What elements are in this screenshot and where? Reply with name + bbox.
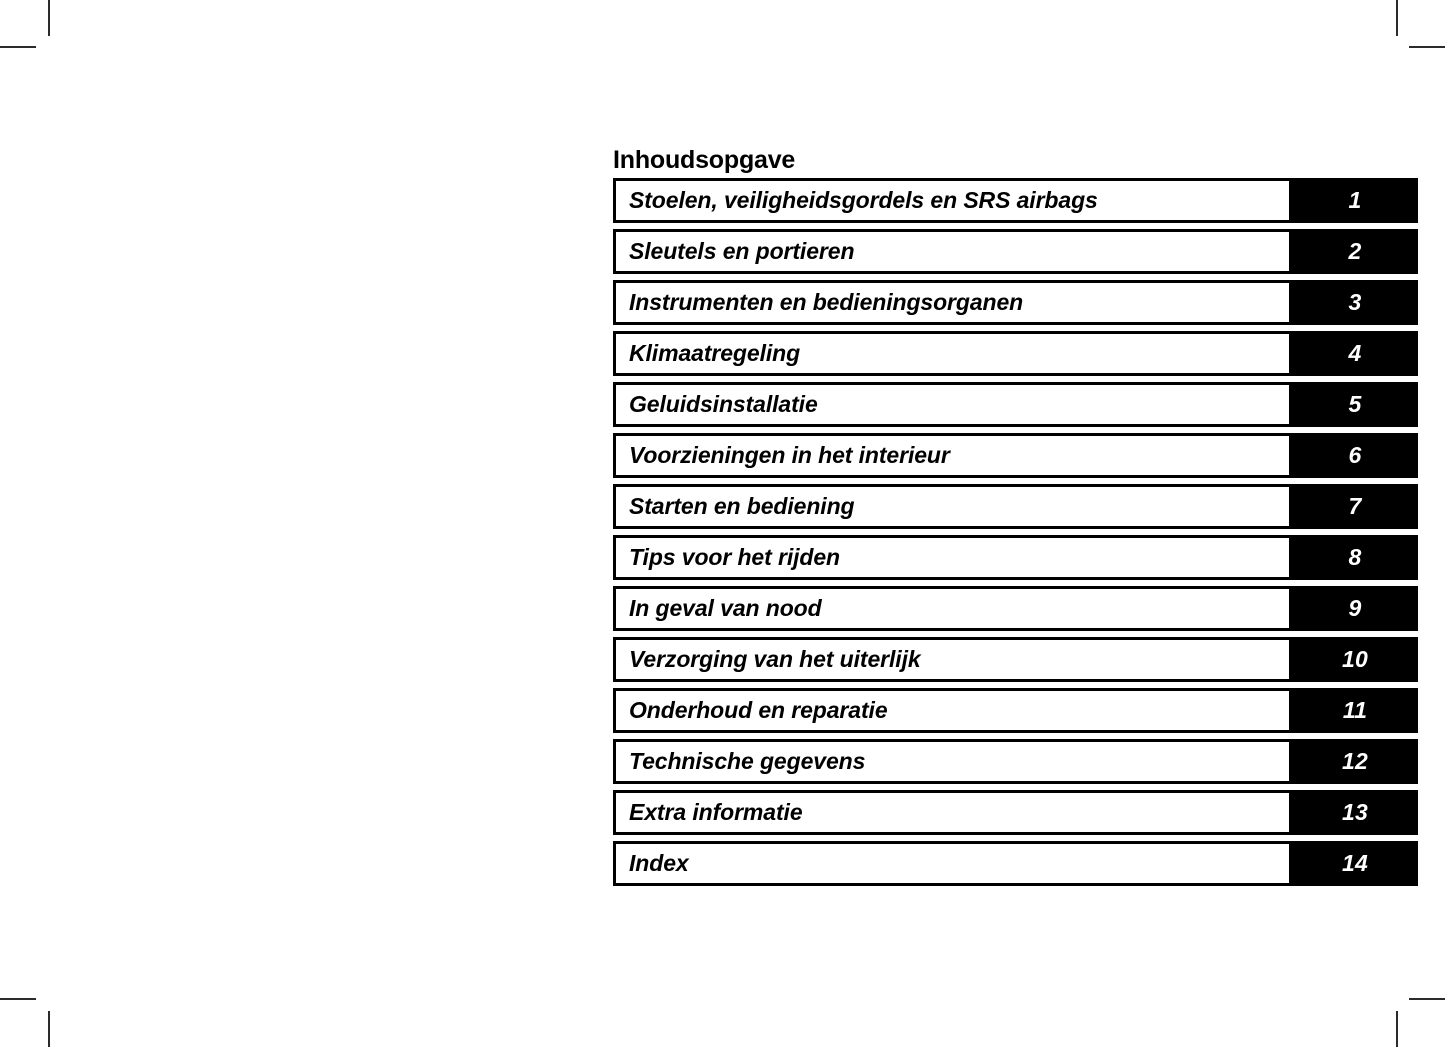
toc-row-label: Index — [629, 849, 689, 876]
toc-row-4[interactable] — [613, 331, 1418, 376]
toc-row-10[interactable] — [613, 637, 1418, 682]
toc-row-label-box[interactable] — [613, 688, 1292, 733]
toc-row-13[interactable] — [613, 790, 1418, 835]
table-of-contents — [613, 178, 1418, 886]
toc-row-label-box[interactable] — [613, 637, 1292, 682]
toc-row-number: 4 — [1348, 339, 1362, 366]
crop-mark-bottom-left-horizontal — [0, 998, 36, 1000]
page-title: Inhoudsopgave — [613, 145, 796, 174]
toc-row-1[interactable] — [613, 178, 1418, 223]
crop-mark-bottom-left-vertical — [48, 1011, 50, 1047]
crop-mark-bottom-right-vertical — [1396, 1011, 1398, 1047]
toc-row-number: 8 — [1348, 543, 1362, 570]
toc-row-number: 7 — [1348, 492, 1362, 519]
toc-row-label-box[interactable] — [613, 484, 1292, 529]
toc-row-number-tab[interactable] — [1292, 841, 1418, 886]
toc-row-7[interactable] — [613, 484, 1418, 529]
toc-row-number: 3 — [1348, 288, 1362, 315]
toc-row-number-tab[interactable] — [1292, 178, 1418, 223]
toc-row-number: 6 — [1348, 441, 1362, 468]
toc-row-number-tab[interactable] — [1292, 790, 1418, 835]
toc-row-label: Starten en bediening — [629, 492, 855, 519]
toc-row-label: Technische gegevens — [629, 747, 866, 774]
toc-row-number: 13 — [1342, 798, 1368, 825]
toc-row-number-tab[interactable] — [1292, 688, 1418, 733]
toc-row-number-tab[interactable] — [1292, 586, 1418, 631]
toc-row-label: Onderhoud en reparatie — [629, 696, 888, 723]
toc-row-number-tab[interactable] — [1292, 433, 1418, 478]
toc-row-label-box[interactable] — [613, 586, 1292, 631]
toc-row-number: 9 — [1348, 594, 1362, 621]
toc-row-label: Voorzieningen in het interieur — [629, 441, 950, 468]
toc-row-number: 1 — [1348, 186, 1362, 213]
toc-row-label: Extra informatie — [629, 798, 803, 825]
toc-row-5[interactable] — [613, 382, 1418, 427]
toc-row-2[interactable] — [613, 229, 1418, 274]
toc-row-number-tab[interactable] — [1292, 484, 1418, 529]
toc-row-label-box[interactable] — [613, 739, 1292, 784]
toc-row-label-box[interactable] — [613, 382, 1292, 427]
toc-row-number-tab[interactable] — [1292, 331, 1418, 376]
toc-row-3[interactable] — [613, 280, 1418, 325]
crop-mark-top-right-horizontal — [1409, 46, 1445, 48]
toc-row-number-tab[interactable] — [1292, 535, 1418, 580]
toc-row-label: Tips voor het rijden — [629, 543, 840, 570]
toc-row-14[interactable] — [613, 841, 1418, 886]
toc-row-label-box[interactable] — [613, 178, 1292, 223]
toc-row-number: 12 — [1342, 747, 1368, 774]
toc-row-label-box[interactable] — [613, 229, 1292, 274]
toc-row-number-tab[interactable] — [1292, 280, 1418, 325]
toc-row-number-tab[interactable] — [1292, 739, 1418, 784]
toc-row-11[interactable] — [613, 688, 1418, 733]
toc-row-label-box[interactable] — [613, 331, 1292, 376]
crop-mark-top-left-vertical — [48, 0, 50, 36]
toc-row-number: 10 — [1342, 645, 1368, 672]
toc-row-number: 14 — [1342, 849, 1368, 876]
toc-row-label-box[interactable] — [613, 433, 1292, 478]
toc-row-8[interactable] — [613, 535, 1418, 580]
toc-row-number-tab[interactable] — [1292, 229, 1418, 274]
toc-row-12[interactable] — [613, 739, 1418, 784]
crop-mark-bottom-right-horizontal — [1409, 998, 1445, 1000]
toc-row-label-box[interactable] — [613, 535, 1292, 580]
toc-row-9[interactable] — [613, 586, 1418, 631]
toc-row-number: 2 — [1348, 237, 1362, 264]
crop-mark-top-left-horizontal — [0, 46, 36, 48]
toc-row-label: Sleutels en portieren — [629, 237, 855, 264]
toc-row-number-tab[interactable] — [1292, 637, 1418, 682]
toc-row-label-box[interactable] — [613, 790, 1292, 835]
toc-row-label: Verzorging van het uiterlijk — [629, 645, 921, 672]
toc-row-label: Instrumenten en bedieningsorganen — [629, 288, 1024, 315]
toc-row-number: 11 — [1342, 696, 1368, 723]
toc-row-number: 5 — [1348, 390, 1362, 417]
toc-row-label: Klimaatregeling — [629, 339, 801, 366]
toc-row-number-tab[interactable] — [1292, 382, 1418, 427]
toc-row-label: In geval van nood — [629, 594, 822, 621]
crop-mark-top-right-vertical — [1396, 0, 1398, 36]
toc-row-label-box[interactable] — [613, 841, 1292, 886]
toc-row-label: Stoelen, veiligheidsgordels en SRS airbags — [629, 186, 1098, 213]
toc-row-6[interactable] — [613, 433, 1418, 478]
toc-row-label-box[interactable] — [613, 280, 1292, 325]
toc-row-label: Geluidsinstallatie — [629, 390, 818, 417]
